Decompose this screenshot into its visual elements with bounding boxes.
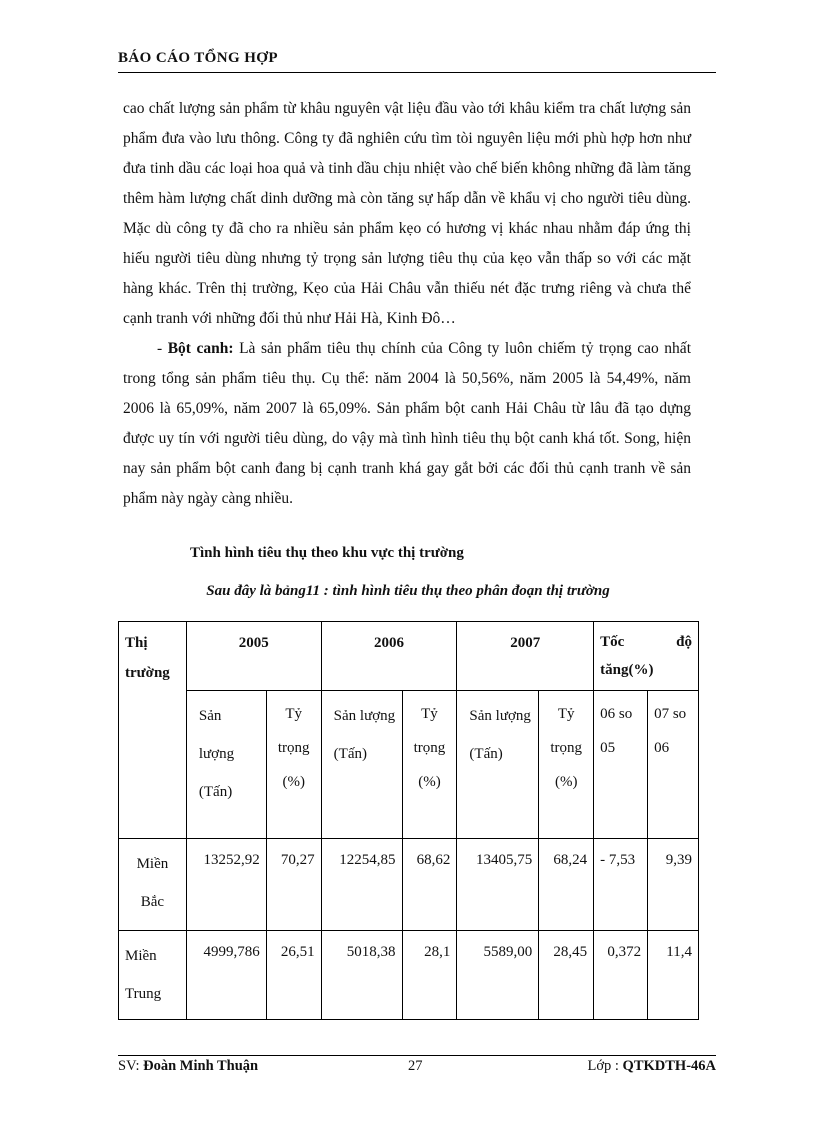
table-cell: 28,45 bbox=[539, 931, 594, 1020]
table-cell: 5589,00 bbox=[457, 931, 539, 1020]
table-subheader-row bbox=[119, 691, 699, 839]
footer-student bbox=[118, 1058, 258, 1075]
subheader-share-2006: Tỷ trọng (%) bbox=[402, 691, 457, 839]
table-cell: - 7,53 bbox=[594, 839, 648, 931]
page-number: 27 bbox=[408, 1058, 423, 1074]
header-growth-rate: Tốc độ tăng(%) bbox=[594, 622, 699, 691]
header-year-2005: 2005 bbox=[186, 622, 321, 691]
section-heading: Tình hình tiêu thụ theo khu vực thị trường bbox=[190, 545, 464, 561]
table-cell: 26,51 bbox=[266, 931, 321, 1020]
table-cell: 68,62 bbox=[402, 839, 457, 931]
page-header-title: BÁO CÁO TỔNG HỢP bbox=[118, 50, 278, 66]
subheader-output-2006: Sản lượng (Tấn) bbox=[321, 691, 402, 839]
table-cell: 12254,85 bbox=[321, 839, 402, 931]
table-row bbox=[119, 931, 699, 1020]
paragraph-seasoning bbox=[123, 334, 691, 514]
table-header-row bbox=[119, 622, 699, 691]
table-cell: 13405,75 bbox=[457, 839, 539, 931]
paragraph-seasoning-label: Bột canh: bbox=[167, 340, 234, 357]
table-cell: 0,372 bbox=[594, 931, 648, 1020]
row-market-label: Miền Bắc bbox=[119, 839, 187, 931]
footer-student-label: SV: bbox=[118, 1058, 140, 1074]
paragraph-candy: cao chất lượng sản phẩm từ khâu nguyên vật liệu đầu vào tới khâu kiểm tra chất lượng sản phẩm đưa vào lưu thông. Công ty đã nghiên cứu tìm tòi nguyên liệu mới phù hợp hơn như đưa tinh dầu các loại hoa quả và tinh dầu chịu nhiệt vào chế biến không những đã làm tăng thêm hàm lượng chất dinh dưỡng mà còn tăng sự hấp dẫn về khẩu vị cho người tiêu dùng. Mặc dù công ty đã cho ra nhiều sản phẩm kẹo có hương vị khác nhau nhằm đáp ứng thị hiếu người tiêu dùng nhưng tỷ trọng sản lượng tiêu thụ của kẹo vẫn thấp so với các mặt hàng khác. Trên thị trường, Kẹo của Hải Châu vẫn thiếu nét đặc trưng riêng và chưa thể cạnh tranh với những đối thủ như Hải Hà, Kinh Đô… bbox=[123, 100, 691, 327]
row-market-label: Miền Trung bbox=[119, 931, 187, 1020]
subheader-output-2007: Sản lượng (Tấn) bbox=[457, 691, 539, 839]
table-cell: 28,1 bbox=[402, 931, 457, 1020]
subheader-growth-06-05: 06 so 05 bbox=[594, 691, 648, 839]
footer-student-name: Đoàn Minh Thuận bbox=[143, 1058, 259, 1074]
footer-class-label: Lớp : bbox=[587, 1058, 619, 1074]
table-cell: 11,4 bbox=[648, 931, 699, 1020]
subheader-growth-07-06: 07 so 06 bbox=[648, 691, 699, 839]
subheader-share-2007: Tỷ trọng (%) bbox=[539, 691, 594, 839]
paragraph-seasoning-text: Là sản phẩm tiêu thụ chính của Công ty luôn chiếm tỷ trọng cao nhất trong tổng sản phẩm tiêu thụ. Cụ thể: năm 2004 là 50,56%, năm 2005 là 54,49%, năm 2006 là 65,09%, năm 2007 là 65,09%. Sản phẩm bột canh Hải Châu từ lâu đã tạo dựng được uy tín với người tiêu dùng, do vậy mà tình hình tiêu thụ bột canh khá tốt. Song, hiện nay sản phẩm bột canh đang bị cạnh tranh khá gay gắt bởi các đối thủ cạnh tranh về sản phẩm này ngày càng nhiều. bbox=[123, 340, 691, 507]
footer-class-name: QTKDTH-46A bbox=[622, 1058, 716, 1074]
header-market: Thị trường bbox=[119, 622, 187, 839]
table-caption: Sau đây là bảng11 : tình hình tiêu thụ theo phân đoạn thị trường bbox=[206, 583, 610, 599]
footer-class bbox=[587, 1058, 716, 1075]
table-row bbox=[119, 839, 699, 931]
table-cell: 9,39 bbox=[648, 839, 699, 931]
table-cell: 4999,786 bbox=[186, 931, 266, 1020]
subheader-output-2005: Sản lượng (Tấn) bbox=[186, 691, 266, 839]
header-year-2006: 2006 bbox=[321, 622, 457, 691]
table-cell: 13252,92 bbox=[186, 839, 266, 931]
table-cell: 68,24 bbox=[539, 839, 594, 931]
table-cell: 70,27 bbox=[266, 839, 321, 931]
paragraph-seasoning-prefix: - bbox=[157, 340, 168, 357]
footer-divider bbox=[118, 1055, 716, 1056]
market-sales-table bbox=[118, 621, 699, 1020]
body-text bbox=[123, 94, 691, 514]
header-divider bbox=[118, 72, 716, 73]
subheader-share-2005: Tỷ trọng (%) bbox=[266, 691, 321, 839]
table-cell: 5018,38 bbox=[321, 931, 402, 1020]
header-year-2007: 2007 bbox=[457, 622, 594, 691]
